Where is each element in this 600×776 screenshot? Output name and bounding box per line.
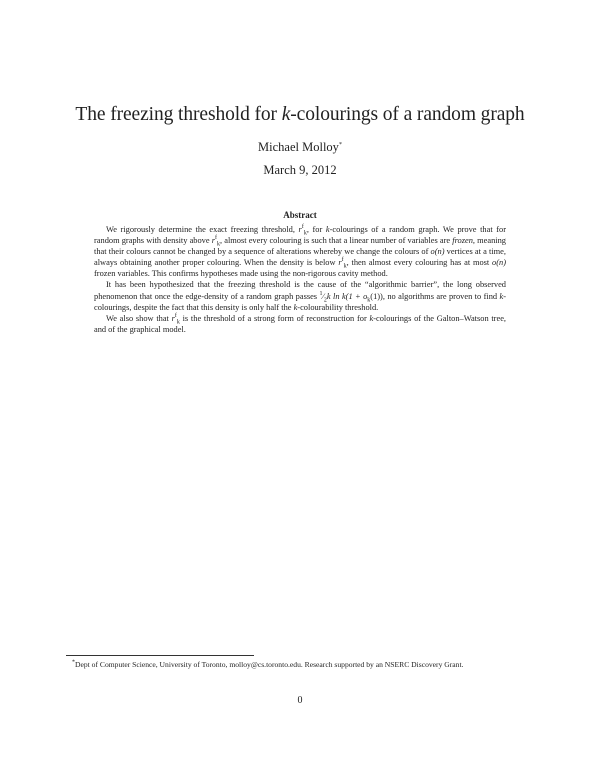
math-sup: f	[301, 224, 304, 231]
math-sub: k	[176, 319, 180, 326]
text-run: (1)), no algorithms are proven to find	[370, 291, 500, 301]
footnote-mark: *	[72, 659, 75, 666]
footnote-rule	[66, 655, 254, 656]
text-run: , then almost every colouring has at most	[346, 258, 493, 268]
math-sub: k	[216, 241, 220, 248]
math-o-n: o(n)	[492, 258, 506, 268]
math-k: k	[369, 313, 374, 323]
text-run: -colourings of the Galton–Watson tree, and of the graphical model.	[94, 313, 507, 334]
abstract-paragraph-1	[94, 224, 506, 279]
title-variable-k: k	[281, 104, 291, 125]
abstract-paragraph-2: It has been hypothesized that the freezing threshold is the cause of the “algorithmic barrier”, the long observed phenomenon that once the edge-density of a random graph passes $^1⁄_2k$ $\ln k(1 + o_k(1))$, no algorithms are proven to find k-colourings, despite the fact that this density is only half the k-colourability threshold.	[94, 280, 506, 312]
text-run: is the threshold of a strong form of reconstruction for	[179, 313, 370, 323]
math-sup: f	[214, 235, 217, 242]
abstract-heading: Abstract	[283, 210, 317, 220]
author-line	[0, 140, 600, 155]
text-run: , almost every colouring is such that a linear number of variables are	[219, 236, 453, 246]
math-r: r	[171, 313, 175, 323]
abstract-body	[94, 224, 506, 335]
text-run: We rigorously determine the exact freezing threshold,	[106, 225, 299, 234]
math-sup: f	[174, 312, 177, 319]
math-sup: f	[341, 257, 344, 264]
text-run: -colourings of a random graph. We prove that for random graphs with density above	[94, 225, 506, 246]
math-r: r	[298, 225, 302, 234]
math-r: r	[338, 258, 342, 268]
fraction-denominator: 2	[323, 297, 327, 304]
math-sub: k	[343, 263, 347, 270]
footnote	[66, 660, 536, 671]
emphasis-frozen: frozen	[452, 236, 473, 246]
text-run: -colourability threshold.	[297, 302, 379, 312]
author-name: Michael Molloy	[258, 140, 339, 154]
math-formula: k ln k(1 + o	[326, 291, 368, 301]
math-o-n: o(n)	[430, 247, 445, 257]
math-k: k	[499, 291, 504, 301]
text-run: It has been hypothesized that the freezing threshold is the cause of the “algorithmic barrier”, the long observed phenomenon that once the edge-density of a random graph passes	[94, 280, 506, 301]
title-text-end: -colourings of a random graph	[290, 104, 525, 125]
author-footnote-mark: *	[338, 141, 342, 148]
text-run: -colourings, despite the fact that this density is only half the	[94, 291, 506, 312]
paper-title	[0, 104, 600, 126]
math-k: k	[293, 302, 298, 312]
text-run: We also show that	[106, 313, 172, 323]
math-k: k	[325, 225, 330, 234]
footnote-text: Dept of Computer Science, University of Toronto, molloy@cs.toronto.edu. Research supported by an NSERC Discovery Grant.	[75, 660, 464, 669]
paper-date: March 9, 2012	[263, 163, 337, 177]
math-r: r	[211, 236, 215, 246]
text-run: frozen variables. This confirms hypotheses made using the non-rigorous cavity method.	[94, 269, 388, 279]
math-sub: k	[303, 230, 307, 237]
page-number: 0	[297, 695, 303, 706]
math-sub: k	[367, 297, 371, 304]
text-run: , for	[306, 225, 326, 234]
title-text-start: The freezing threshold for	[75, 104, 282, 125]
text-run: vertices at a time, always obtaining another proper colouring. When the density is below	[94, 247, 506, 268]
abstract-paragraph-3	[94, 313, 506, 335]
fraction-numerator: 1	[319, 290, 323, 297]
text-run: , meaning that their colours cannot be changed by a sequence of alterations whereby we change the colours of	[94, 236, 506, 257]
